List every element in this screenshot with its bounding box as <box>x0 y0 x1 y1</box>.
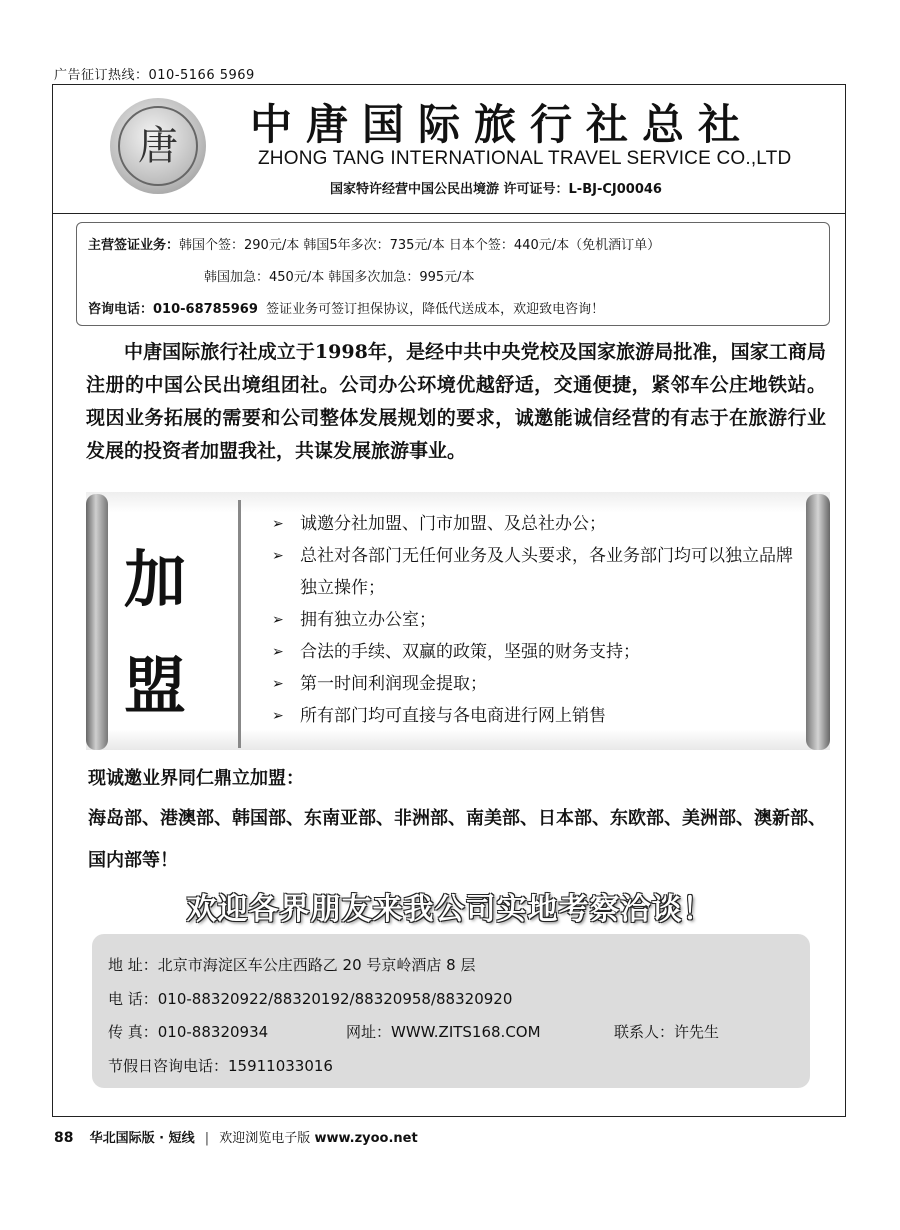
ad-hotline: 广告征订热线：010-5166 5969 <box>54 68 255 83</box>
contact-address: 地 址：北京市海淀区车公庄西路乙 20 号京岭酒店 8 层 <box>108 956 476 974</box>
publication-name: 华北国际版 · 短线 <box>89 1131 195 1146</box>
list-item: ➢ 拥有独立办公室； <box>270 604 800 636</box>
contact-website: 网址：WWW.ZITS168.COM <box>346 1023 541 1041</box>
visa-phone: 咨询电话：010-68785969 <box>88 302 258 317</box>
footer-separator: | <box>204 1131 210 1146</box>
intro-paragraph: 中唐国际旅行社成立于1998年，是经中共中央党校及国家旅游局批准，国家工商局注册的中国公民出境组团社。公司办公环境优越舒适，交通便捷，紧邻车公庄地铁站。现因业务拓展的需要和公司整体发展规划的要求，诚邀能诚信经营的有志于在旅游行业发展的投资者加盟我社，共谋发展旅游事业。 <box>86 341 826 462</box>
list-item: ➢ 总社对各部门无任何业务及人头要求，各业务部门均可以独立品牌独立操作； <box>270 540 800 604</box>
page-footer <box>54 1127 418 1146</box>
company-name-cn: 中唐国际旅行社总社 <box>250 100 755 149</box>
license-info: 国家特许经营中国公民出境游 许可证号：L-BJ-CJ00046 <box>330 182 662 197</box>
arrow-bullet-icon: ➢ <box>272 644 284 660</box>
join-char-1: 加 <box>124 543 187 616</box>
join-char-2: 盟 <box>124 649 187 722</box>
banner-divider <box>238 500 241 748</box>
arrow-bullet-icon: ➢ <box>272 612 284 628</box>
company-name-en: ZHONG TANG INTERNATIONAL TRAVEL SERVICE CO.,LTD <box>258 148 792 169</box>
arrow-bullet-icon: ➢ <box>272 708 284 724</box>
list-item: ➢ 合法的手续、双赢的政策，坚强的财务支持； <box>270 636 800 668</box>
contact-phone: 电 话：010-88320922/88320192/88320958/88320920 <box>108 990 513 1008</box>
scroll-right-roll <box>806 494 830 750</box>
visa-phone-note: 签证业务可签订担保协议，降低代送成本，欢迎致电咨询！ <box>266 302 605 317</box>
scroll-left-roll <box>86 494 108 750</box>
welcome-slogan: 欢迎各界朋友来我公司实地考察洽谈！ <box>186 892 714 927</box>
arrow-bullet-icon: ➢ <box>272 516 284 532</box>
contact-holiday-phone: 节假日咨询电话：15911033016 <box>108 1057 333 1075</box>
logo-seal-char: 唐 <box>138 123 178 169</box>
arrow-bullet-icon: ➢ <box>272 676 284 692</box>
list-item: ➢ 所有部门均可直接与各电商进行网上销售 <box>270 700 800 732</box>
visa-prices-1: 韩国个签：290元/本 韩国5年多次：735元/本 日本个签：440元/本（免机酒订单） <box>179 238 661 253</box>
list-item: ➢ 第一时间利润现金提取； <box>270 668 800 700</box>
visa-prices-2: 韩国加急：450元/本 韩国多次加急：995元/本 <box>204 270 475 285</box>
join-benefits-list <box>270 508 800 732</box>
footer-url: www.zyoo.net <box>314 1131 418 1146</box>
page-number: 88 <box>54 1130 74 1146</box>
invite-title: 现诚邀业界同仁鼎立加盟： <box>88 768 304 789</box>
contact-person: 联系人：许先生 <box>614 1023 720 1041</box>
visa-label: 主营签证业务： <box>88 238 180 253</box>
visa-line-3 <box>88 298 604 317</box>
arrow-bullet-icon: ➢ <box>272 548 284 564</box>
contact-fax: 传 真：010-88320934 <box>108 1023 269 1041</box>
visa-line-1 <box>88 234 660 253</box>
department-list: 海岛部、港澳部、韩国部、东南亚部、非洲部、南美部、日本部、东欧部、美洲部、澳新部、国内部等！ <box>88 808 826 871</box>
list-item: ➢ 诚邀分社加盟、门市加盟、及总社办公； <box>270 508 800 540</box>
footer-note: 欢迎浏览电子版 <box>219 1131 311 1146</box>
